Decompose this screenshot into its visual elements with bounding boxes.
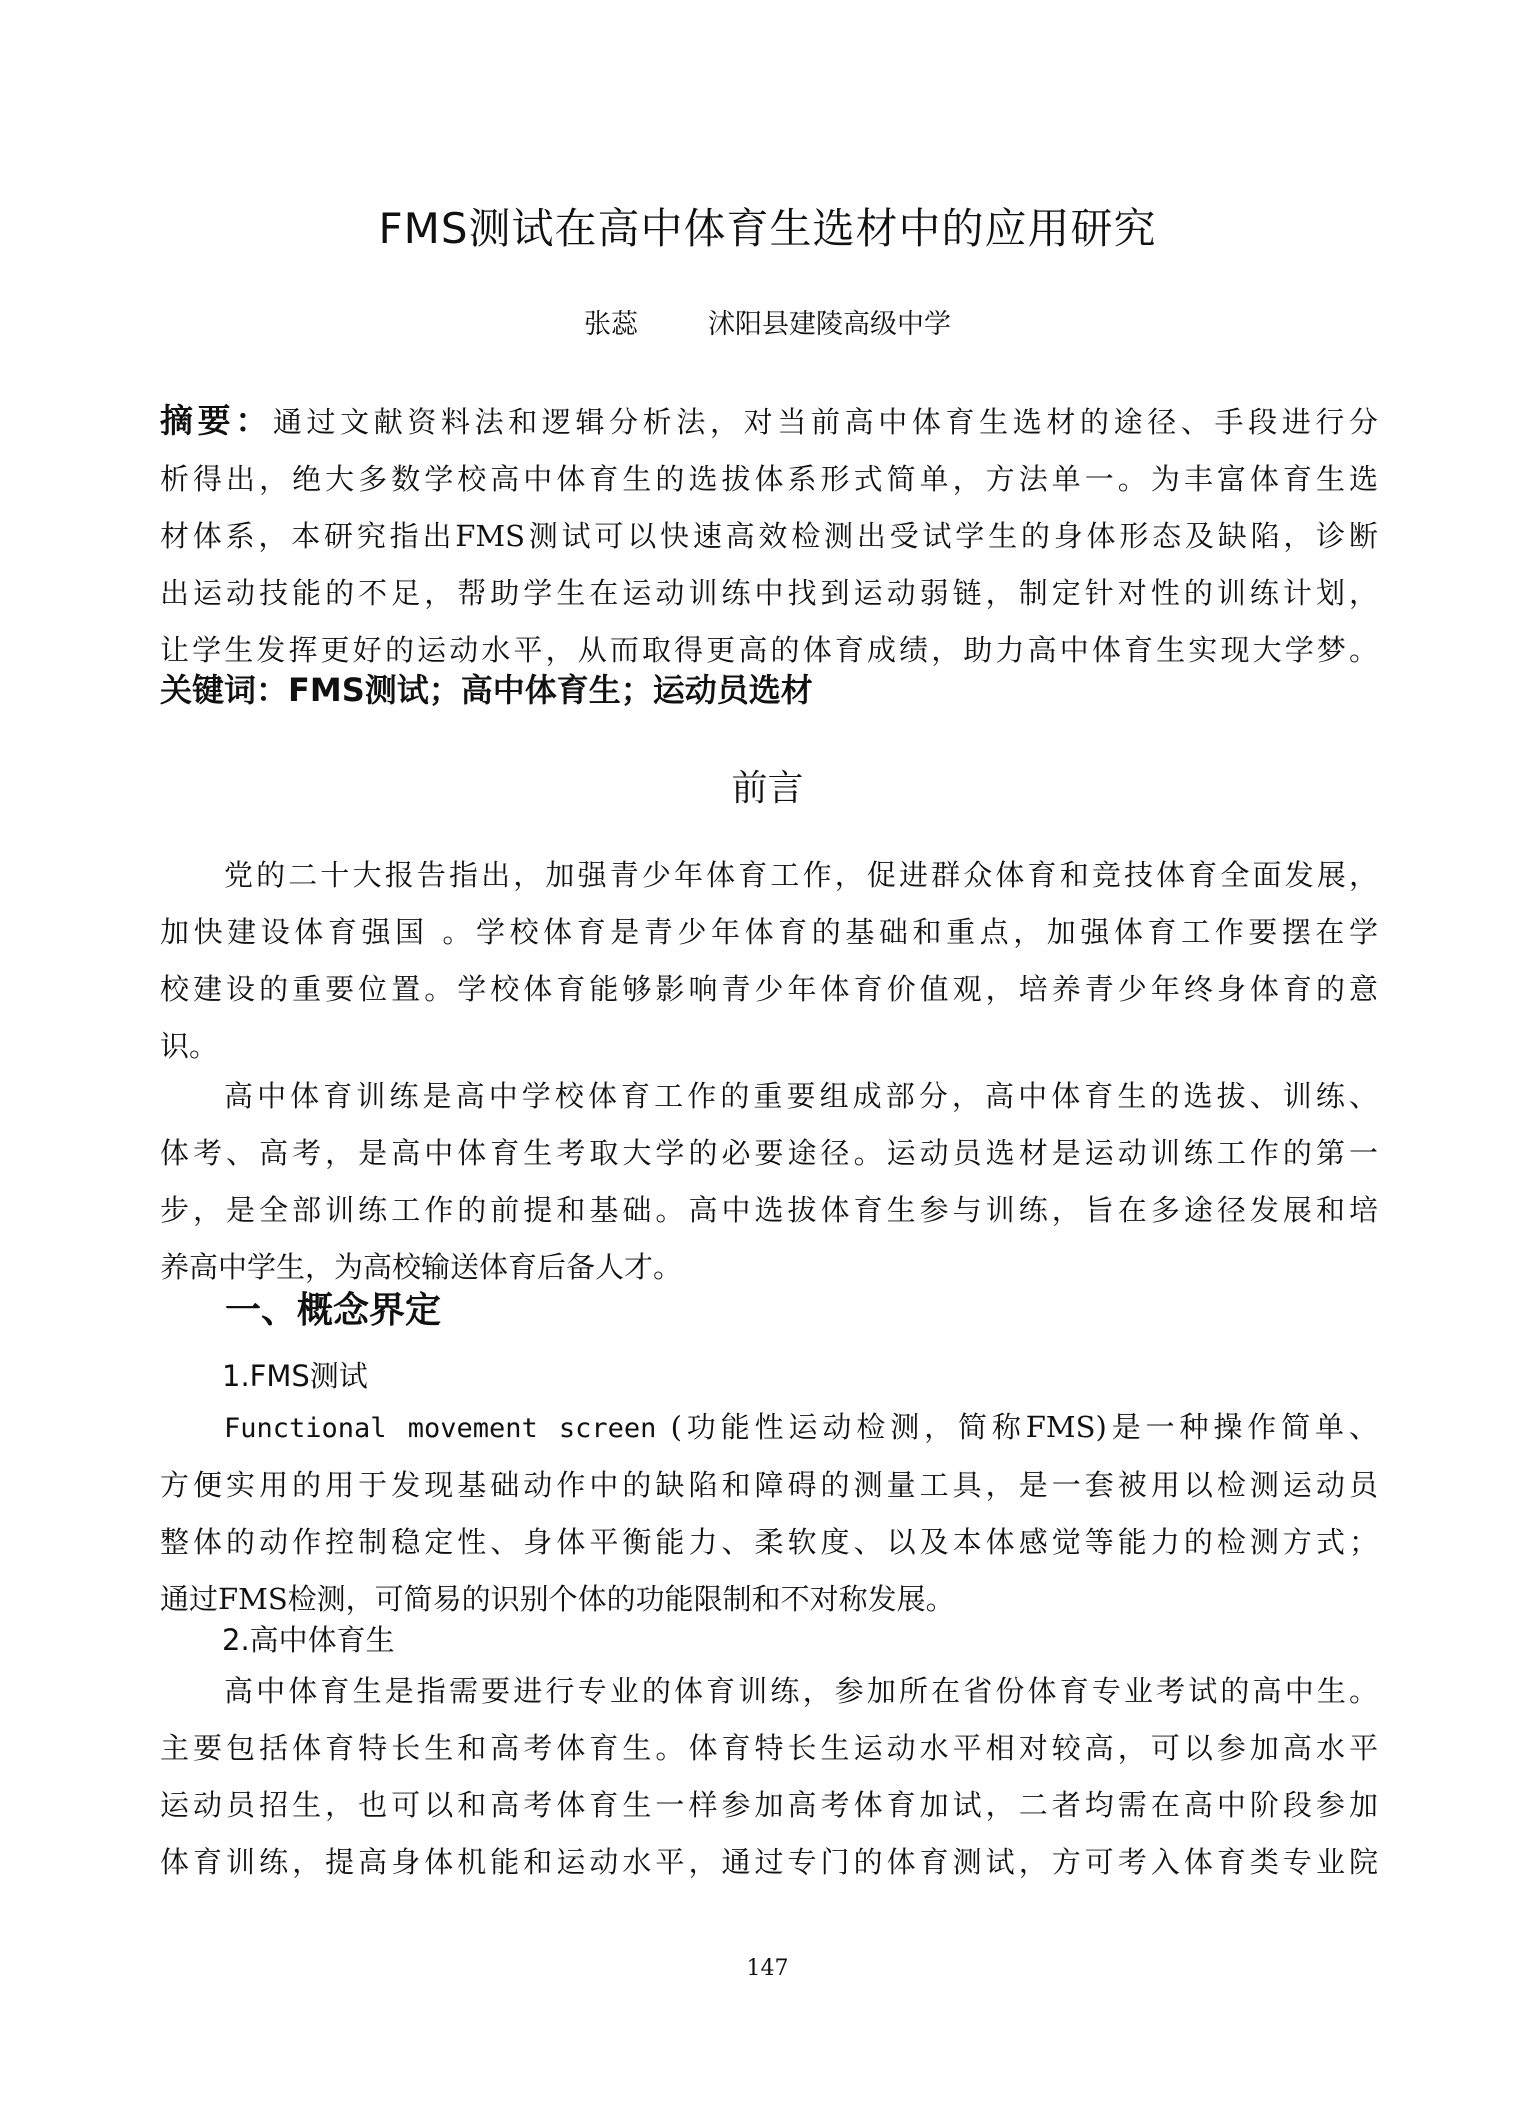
paragraph-line: 体育训练，提高身体机能和运动水平，通过专门的体育测试，方可考入体育类专业院 xyxy=(160,1845,1378,1879)
preface-paragraph-2 xyxy=(160,1068,1378,1296)
paragraph-line: 主要包括体育特长生和高考体育生。体育特长生运动水平相对较高，可以参加高水平 xyxy=(160,1731,1378,1765)
fms-definition xyxy=(160,1399,1378,1628)
paragraph-line: 养高中学生，为高校输送体育后备人才。 xyxy=(160,1250,683,1284)
abstract-label: 摘要： xyxy=(160,401,273,440)
abstract-line: 摘要：通过文献资料法和逻辑分析法，对当前高中体育生选材的途径、手段进行分 xyxy=(160,401,1378,440)
paper-title: FMS测试在高中体育生选材中的应用研究 xyxy=(378,204,1157,253)
section-heading-preface: 前言 xyxy=(731,768,804,809)
paragraph-line: 通过FMS检测，可简易的识别个体的功能限制和不对称发展。 xyxy=(160,1582,955,1616)
english-term: Functional movement screen xyxy=(224,1413,657,1444)
byline xyxy=(0,302,1535,341)
paragraph-line: 党的二十大报告指出，加强青少年体育工作，促进群众体育和竞技体育全面发展， xyxy=(224,858,1378,892)
abstract xyxy=(160,392,1378,679)
page-number: 147 xyxy=(746,1956,789,1981)
abstract-line: 材体系，本研究指出FMS测试可以快速高效检测出受试学生的身体形态及缺陷，诊断 xyxy=(160,519,1378,553)
paragraph-line: 高中体育生是指需要进行专业的体育训练，参加所在省份体育专业考试的高中生。 xyxy=(224,1674,1378,1708)
paragraph-line: Functional movement screen (功能性运动检测，简称FMS)是一种操作简单、 xyxy=(224,1410,1379,1444)
paragraph-line: 整体的动作控制稳定性、身体平衡能力、柔软度、以及本体感觉等能力的检测方式； xyxy=(160,1525,1378,1559)
section-heading-1: 一、概念界定 xyxy=(225,1290,442,1331)
subsection-heading-pe-students: 2.高中体育生 xyxy=(222,1623,395,1657)
abstract-line: 出运动技能的不足，帮助学生在运动训练中找到运动弱链，制定针对性的训练计划， xyxy=(160,576,1378,610)
pe-students-definition xyxy=(160,1663,1378,1891)
paragraph-line: 体考、高考，是高中体育生考取大学的必要途径。运动员选材是运动训练工作的第一 xyxy=(160,1136,1378,1170)
paragraph-line: 加快建设体育强国 。学校体育是青少年体育的基础和重点，加强体育工作要摆在学 xyxy=(160,915,1378,949)
paragraph-line: 运动员招生，也可以和高考体育生一样参加高考体育加试，二者均需在高中阶段参加 xyxy=(160,1788,1378,1822)
keywords-label: 关键词： xyxy=(160,671,289,709)
keywords xyxy=(160,665,813,711)
paragraph-line: 步，是全部训练工作的前提和基础。高中选拔体育生参与训练，旨在多途径发展和培 xyxy=(160,1193,1378,1227)
abstract-line: 析得出，绝大多数学校高中体育生的选拔体系形式简单，方法单一。为丰富体育生选 xyxy=(160,462,1378,496)
author-affiliation: 沭阳县建陵高级中学 xyxy=(708,309,951,340)
paragraph-line: 高中体育训练是高中学校体育工作的重要组成部分，高中体育生的选拔、训练、 xyxy=(224,1079,1378,1113)
keywords-text: FMS测试；高中体育生；运动员选材 xyxy=(288,671,813,709)
author-name: 张蕊 xyxy=(584,309,638,340)
paragraph-line: 识。 xyxy=(160,1029,219,1063)
paragraph-line: 校建设的重要位置。学校体育能够影响青少年体育价值观，培养青少年终身体育的意 xyxy=(160,972,1378,1006)
abstract-line: 让学生发挥更好的运动水平，从而取得更高的体育成绩，助力高中体育生实现大学梦。 xyxy=(160,633,1378,667)
subsection-heading-fms: 1.FMS测试 xyxy=(222,1359,368,1393)
preface-paragraph-1 xyxy=(160,847,1378,1075)
paragraph-line: 方便实用的用于发现基础动作中的缺陷和障碍的测量工具，是一套被用以检测运动员 xyxy=(160,1468,1378,1502)
